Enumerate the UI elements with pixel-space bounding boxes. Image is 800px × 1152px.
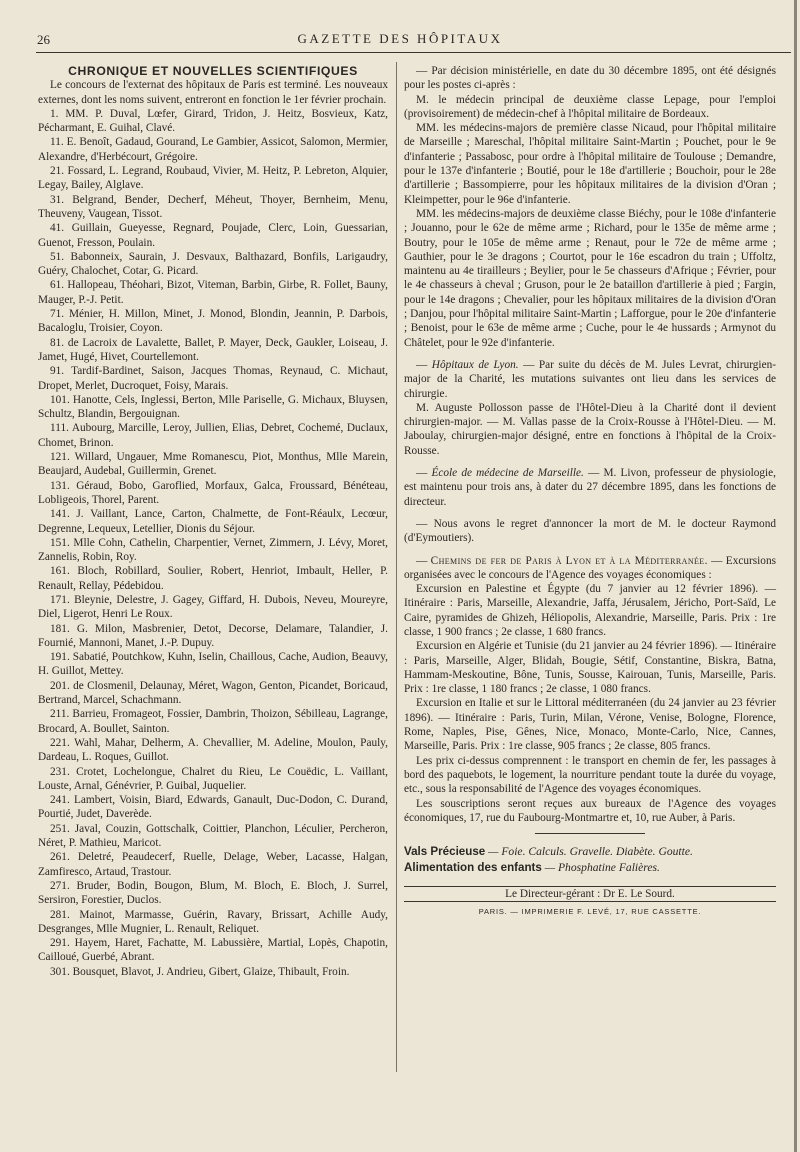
rail-paragraph: — Chemins de fer de Paris à Lyon et à la Méditerranée. — Excursions organisées avec le concours de l'Agence des voyages économiques : bbox=[404, 554, 777, 581]
externs-list-item: 131. Géraud, Bobo, Garoflied, Morfaux, Galca, Froussard, Bénéteau, Lobligeois, Thorel, Parent. bbox=[38, 479, 388, 506]
decision-paragraph: — Par décision ministérielle, en date du 30 décembre 1895, ont été désignés pour les postes ci-après : bbox=[404, 65, 776, 92]
marseille-text: — M. Livon, professeur de physiologie, est maintenu pour trois ans, à dater du 27 décembre 1895, dans les fonctions de directeur. bbox=[404, 467, 777, 508]
externs-list-item: 121. Willard, Ungauer, Mme Romanescu, Piot, Monthus, Mlle Marein, Beaujard, Audebal, Guillermin, Grenet. bbox=[38, 451, 388, 478]
lyon-text: — Par suite du décès de M. Jules Levrat, chirurgien-major de la Charité, les mutations suivantes ont lieu dans les services de chirurgie. bbox=[404, 358, 776, 400]
externs-list-item: 51. Babonneix, Saurain, J. Desvaux, Balthazard, Bonfils, Larigaudry, Guéry, Chalochet, Cotar, G. Picard. bbox=[38, 250, 388, 278]
externs-list-item: 181. G. Milon, Masbrenier, Detot, Decorse, Delamare, Talandier, J. Fournié, Mannoni, Manet, J.-P. Dupuy. bbox=[38, 622, 388, 649]
externs-list-item: 161. Bloch, Robillard, Soulier, Robert, Henriot, Imbault, Heller, P. Renault, Rellay, Pédebidou. bbox=[38, 565, 388, 592]
majors-first-class-paragraph: MM. les médecins-majors de première classe Nicaud, pour l'hôpital militaire de Marseille ; Mareschal, l'hôpital militaire Saint-Martin ; Pouchet, pour le 9e d'infanterie ; Passabosc, pour ordre à l'hôpital militaire de Toulouse ; Demandre, pour le 137e d'infanterie ; Boutié, pour le 18e d'artillerie ; Bouchoir, pour le 28e d'artillerie ; Bassompierre, pour les hôpitaux militaires de la division d'Oran ; Kleimpetter, pour le 96e d'infanterie. bbox=[404, 122, 776, 206]
excursion-italie: Excursion en Italie et sur le Littoral méditerranéen (du 24 janvier au 23 février 1896). — Itinéraire : Paris, Turin, Milan, Vérone, Venise, Bologne, Florence, Rome, Naples, Pise, Gênes, Nice, Monaco, Monte-Carlo, Nice, Cannes, Marseille, Paris. Prix : 1re classe, 905 francs ; 2e classe, 805 francs. bbox=[404, 697, 776, 753]
externs-list-item: 91. Tardif-Bardinet, Saison, Jacques Thomas, Reynaud, C. Michaut, Dropet, Merlet, Ducroquet, Foisy, Marais. bbox=[38, 365, 388, 392]
excursion-algerie: Excursion en Algérie et Tunisie (du 21 janvier au 24 février 1896). — Itinéraire : Paris, Marseille, Alger, Blidah, Bougie, Sétif, Constantine, Biskra, Batna, Hammam-Meskoutine, Bône, Tunis, Sousse, Kairouan, Tunis, Marseille, Paris. Prix : 1re classe, 1 180 francs ; 2e classe, 1 080 francs. bbox=[404, 640, 776, 696]
externs-list-item: 241. Lambert, Voisin, Biard, Edwards, Ganault, Duc-Dodon, C. Durand, Pourtié, Judet, Daverède. bbox=[38, 794, 388, 821]
externs-list-item: 31. Belgrand, Bender, Decherf, Méheut, Thoyer, Bernheim, Menu, Theuveny, Vaugean, Tissot. bbox=[38, 193, 388, 220]
externs-list-item: 251. Javal, Couzin, Gottschalk, Coittier, Planchon, Léculier, Percheron, Néret, P. Mathieu, Maricot. bbox=[38, 822, 388, 850]
rail-label: Chemins de fer de Paris à Lyon et à la Méditerranée. bbox=[430, 554, 708, 567]
externs-list-item: 61. Hallopeau, Théohari, Bizot, Viteman, Barbin, Girbe, R. Follet, Bauny, Mauger, P.-J. Petit. bbox=[38, 279, 388, 306]
death-notice: — Nous avons le regret d'annoncer la mort de M. le docteur Raymond (d'Eymoutiers). bbox=[404, 517, 776, 545]
marseille-label: École de médecine de Marseille. bbox=[431, 467, 584, 480]
prices-paragraph: Les prix ci-dessus comprennent : le transport en chemin de fer, les passages à bord des paquebots, le logement, la nourriture pendant toute la durée du voyage, etc., sous la responsabilité de l'Agence des voyages économiques. bbox=[404, 754, 776, 796]
externs-list-item: 101. Hanotte, Cels, Inglessi, Berton, Mlle Pariselle, G. Michaux, Bluysen, Schultz, Blandin, Bergouignan. bbox=[38, 393, 388, 421]
externs-list-item: 291. Hayem, Haret, Fachatte, M. Labussière, Martial, Lopès, Chapotin, Cailloué, Guerbé, Abrant. bbox=[38, 937, 388, 964]
externs-list-item: 271. Bruder, Bodin, Bougon, Blum, M. Bloch, E. Bloch, J. Surrel, Sersiron, Forestier, Duclos. bbox=[38, 879, 388, 907]
externs-list-item: 171. Bleynie, Delestre, J. Gagey, Giffard, H. Dubois, Neveu, Moureyre, Diel, Ligerot, Henri Le Roux. bbox=[38, 593, 388, 621]
ad-vals-label: Vals Précieuse bbox=[404, 845, 486, 859]
externs-list-item: 231. Crotet, Lochelongue, Chalret du Rieu, Le Couëdic, L. Vaillant, Louste, Arnal, Génévrier, P. Guibal, Juquelier. bbox=[38, 765, 388, 792]
lyon-label: Hôpitaux de Lyon. bbox=[431, 358, 519, 371]
section-rule bbox=[535, 833, 645, 834]
left-column bbox=[38, 64, 388, 979]
subscriptions-paragraph: Les souscriptions seront reçues aux bureaux de l'Agence des voyages économiques, 17, rue du Faubourg-Montmartre et, 10, rue Auber, à Paris. bbox=[404, 797, 776, 824]
lyon-mutations-paragraph: M. Auguste Pollosson passe de l'Hôtel-Dieu à la Charité dont il devient chirurgien-major. — M. Vallas passe de la Croix-Rousse à l'Hôtel-Dieu. — M. Jaboulay, chirurgien-major désigné, entre en fonctions à l'hôpital de la Croix-Rousse. bbox=[404, 401, 776, 457]
lepage-paragraph: M. le médecin principal de deuxième classe Lepage, pour l'emploi (provisoirement) de médecin-chef à l'hôpital militaire de Bordeaux. bbox=[404, 93, 776, 120]
externs-list-item: 151. Mlle Cohn, Cathelin, Charpentier, Vernet, Zimmern, J. Lévy, Moret, Zannelis, Robin, Roy. bbox=[38, 536, 388, 564]
page-number: 26 bbox=[37, 32, 50, 47]
externs-list-item: 1. MM. P. Duval, Lœfer, Girard, Tridon, J. Heitz, Bosvieux, Katz, Pécharmant, E. Guihal, Clavé. bbox=[38, 107, 388, 135]
externs-list-item: 21. Fossard, L. Legrand, Roubaud, Vivier, M. Heitz, P. Lebreton, Alquier, Legay, Bailey, Alglave. bbox=[38, 165, 388, 192]
externs-list-item: 71. Ménier, H. Millon, Minet, J. Monod, Blondin, Jeannin, P. Darbois, Bacaloglu, Troisier, Coyon. bbox=[38, 308, 388, 335]
externs-list-item: 261. Deletré, Peaudecerf, Ruelle, Delage, Weber, Lacasse, Halgan, Zamfiresco, Artaud, Trastour. bbox=[38, 851, 388, 878]
ad-alimentation bbox=[404, 860, 776, 876]
externs-list-item: 41. Guillain, Gueyesse, Regnard, Poujade, Clerc, Loin, Guessarian, Guenot, Fresson, Poulain. bbox=[38, 222, 388, 249]
externs-list-item: 11. E. Benoît, Gadaud, Gourand, Le Gambier, Assicot, Salomon, Mermier, Alexandre, d'Herbécourt, Grégoire. bbox=[38, 136, 388, 163]
printer-imprint: PARIS. — IMPRIMERIE F. LEVÉ, 17, RUE CASSETTE. bbox=[404, 901, 776, 919]
majors-second-class-paragraph: MM. les médecins-majors de deuxième classe Biéchy, pour le 108e d'infanterie ; Jouanno, pour le 62e de même arme ; Richard, pour le 135e de même arme ; Boutry, pour le 105e de même arme ; Renaut, pour le 72e de même arme ; Gauthier, pour le 3e dragons ; Courtot, pour le 16e escadron du train ; Uffoltz, maintenu au 4e tirailleurs ; Beylier, pour le 5e chasseurs d'Afrique ; Février, pour le 4e chasseurs à cheval ; Gruson, pour le 2e bataillon d'artillerie à pied ; Fargin, pour le 14e dragons ; Chevalier, pour les hôpitaux militaires de la division d'Oran ; Danjou, pour l'hôpital militaire Saint-Martin ; Lafforgue, pour le 20e d'infanterie ; Benoist, pour le 63e de même arme ; Cuche, pour le 4e hussards ; Armynot du Châtelet, pour le 92e d'infanterie. bbox=[404, 207, 776, 349]
lyon-paragraph: — Hôpitaux de Lyon. — Par suite du décès de M. Jules Levrat, chirurgien-major de la Charité, les mutations suivantes ont lieu dans les services de chirurgie. bbox=[404, 358, 776, 400]
externs-list-item: 211. Barrieu, Fromageot, Fossier, Dambrin, Thoizon, Sébilleau, Lagrange, Brocard, A. Boullet, Sainton. bbox=[38, 708, 388, 735]
externs-list-item: 281. Mainot, Marmasse, Guérin, Ravary, Brissart, Achille Audy, Desgranges, Mlle Mugnier, L. Renault, Reliquet. bbox=[38, 908, 388, 935]
section-headline: CHRONIQUE ET NOUVELLES SCIENTIFIQUES bbox=[68, 64, 358, 78]
running-title: GAZETTE DES HÔPITAUX bbox=[297, 31, 503, 46]
ad-vals bbox=[404, 844, 776, 860]
column-divider bbox=[396, 62, 397, 1072]
binding-edge bbox=[794, 0, 797, 1152]
director-signature: Le Directeur-gérant : Dr E. Le Sourd. bbox=[505, 888, 675, 901]
excursion-palestine: Excursion en Palestine et Égypte (du 7 janvier au 12 février 1896). — Itinéraire : Paris, Marseille, Alexandrie, Jaffa, Jérusalem, Jéricho, Port-Saïd, Le Caire, pyramides de Ghizeh, Héliopolis, Alexandrie, Marseille, Paris. Prix : 1re classe, 1 900 francs ; 2e classe, 1 680 francs. bbox=[404, 583, 776, 638]
externs-list-item: 81. de Lacroix de Lavalette, Ballet, P. Mayer, Deck, Gaukler, Loiseau, J. Jamet, Hugé, Hivet, Courtellemont. bbox=[38, 336, 388, 363]
externs-list-item: 301. Bousquet, Blavot, J. Andrieu, Gibert, Glaize, Thibault, Froin. bbox=[50, 965, 350, 978]
right-column bbox=[404, 64, 776, 920]
header-rule bbox=[36, 52, 791, 53]
marseille-paragraph: — École de médecine de Marseille. — M. Livon, professeur de physiologie, est maintenu pour trois ans, à dater du 27 décembre 1895, dans les fonctions de directeur. bbox=[404, 467, 777, 508]
externs-list-item: 201. de Closmenil, Delaunay, Méret, Wagon, Genton, Picandet, Boricaud, Bertrand, Marcel, Schachmann. bbox=[38, 679, 388, 707]
externs-list bbox=[38, 107, 388, 979]
externs-list-item: 141. J. Vaillant, Lance, Carton, Chalmette, de Font-Réaulx, Lecœur, Degrenne, Lequeux, Letellier, Dionis du Séjour. bbox=[38, 508, 388, 535]
rail-text: — Excursions organisées avec le concours de l'Agence des voyages économiques : bbox=[404, 554, 777, 581]
externs-list-item: 111. Aubourg, Marcille, Leroy, Jullien, Elias, Debret, Cochemé, Duclaux, Chomet, Brinon. bbox=[38, 422, 388, 449]
externs-list-item: 191. Sabatié, Poutchkow, Kuhn, Iselin, Chaillous, Cache, Audion, Beauvy, H. Guillot, Mettey. bbox=[38, 651, 388, 678]
ad-vals-text: — Foie. Calculs. Gravelle. Diabète. Goutte. bbox=[485, 845, 693, 859]
ad-alimentation-label: Alimentation des enfants bbox=[404, 861, 542, 875]
externs-list-item: 221. Wahl, Mahar, Delherm, A. Chevallier, M. Adeline, Moulon, Pauly, Dardeau, L. Roques, Guillot. bbox=[38, 736, 388, 764]
intro-paragraph: Le concours de l'externat des hôpitaux de Paris est terminé. Les nouveaux externes, dont les noms suivent, entreront en fonction le 1er février prochain. bbox=[38, 79, 388, 106]
ad-alimentation-text: — Phosphatine Falières. bbox=[541, 861, 660, 875]
